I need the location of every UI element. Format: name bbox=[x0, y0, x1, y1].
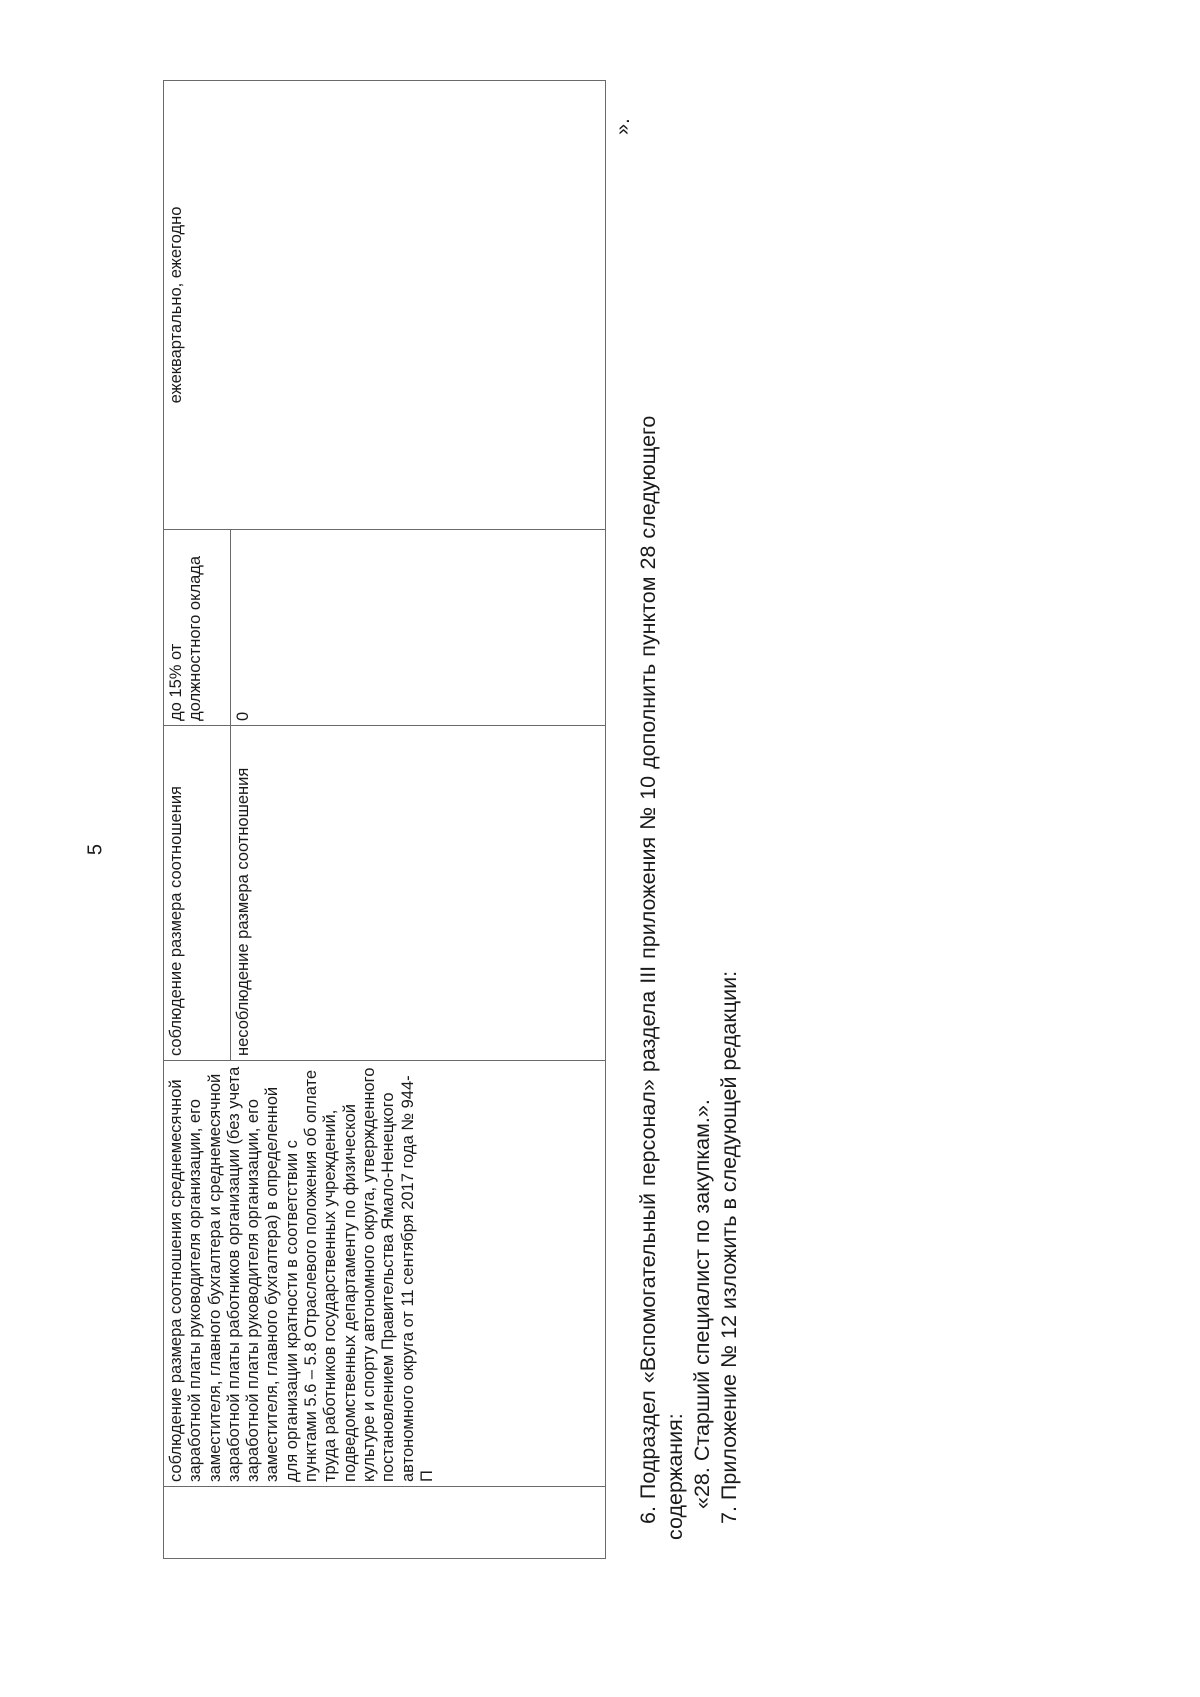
table-row bbox=[164, 81, 231, 1559]
table-cell-amount: 0 bbox=[231, 530, 606, 726]
p6-word: пунктом bbox=[636, 576, 660, 657]
table-cell-amount: до 15% от должностного оклада bbox=[164, 530, 231, 726]
page-number: 5 bbox=[84, 843, 107, 856]
p6-word: дополнить bbox=[636, 663, 660, 769]
p6-word: следующего bbox=[636, 415, 660, 539]
p6-word: III bbox=[636, 965, 660, 984]
table-cell-condition: несоблюдение размера соотношения bbox=[231, 726, 606, 1061]
paragraph-6 bbox=[635, 409, 662, 1524]
paragraph-7: 7. Приложение № 12 изложить в следующей редакции: bbox=[717, 970, 741, 1524]
p6-word: «Вспомогательный bbox=[636, 1192, 660, 1384]
p6-word: раздела bbox=[636, 990, 660, 1073]
closing-quote: ». bbox=[612, 118, 634, 135]
table-cell-criterion: соблюдение размера соотношения среднемесячной заработной платы руководителя организации, его заместителя, главного бухгалтера и среднемесячной заработной платы работников организации (без учета заработной платы руководителя организации, его заместителя, главного бухгалтера) в определенной для организации кратности в соответствии с пунктами 5.6 – 5.8 Отраслевого положения об оплате труда работников государственных учреждений, подведомственных департаменту по физической культуре и спорту автономного округа, утвержденного постановлением Правительства Ямало-Ненецкого автономного округа от 11 сентября 2017 года № 944-П bbox=[164, 1061, 606, 1487]
table-cell-empty bbox=[164, 1487, 606, 1559]
p6-word: персонал» bbox=[636, 1079, 660, 1186]
table-cell-condition: соблюдение размера соотношения bbox=[164, 726, 231, 1061]
item-28: «28. Старший специалист по закупкам.». bbox=[690, 1099, 714, 1509]
p6-word: приложения bbox=[636, 836, 660, 959]
p6-word: 6. bbox=[636, 1506, 660, 1524]
p6-word: № bbox=[636, 806, 660, 830]
p6-word: 28 bbox=[636, 545, 660, 570]
p6-word: Подраздел bbox=[636, 1390, 660, 1500]
p6-word: 10 bbox=[636, 775, 660, 800]
criteria-table bbox=[163, 80, 606, 1559]
table-cell-periodicity: ежеквартально, ежегодно bbox=[164, 81, 606, 530]
paragraph-6-continuation: содержания: bbox=[663, 1413, 687, 1540]
